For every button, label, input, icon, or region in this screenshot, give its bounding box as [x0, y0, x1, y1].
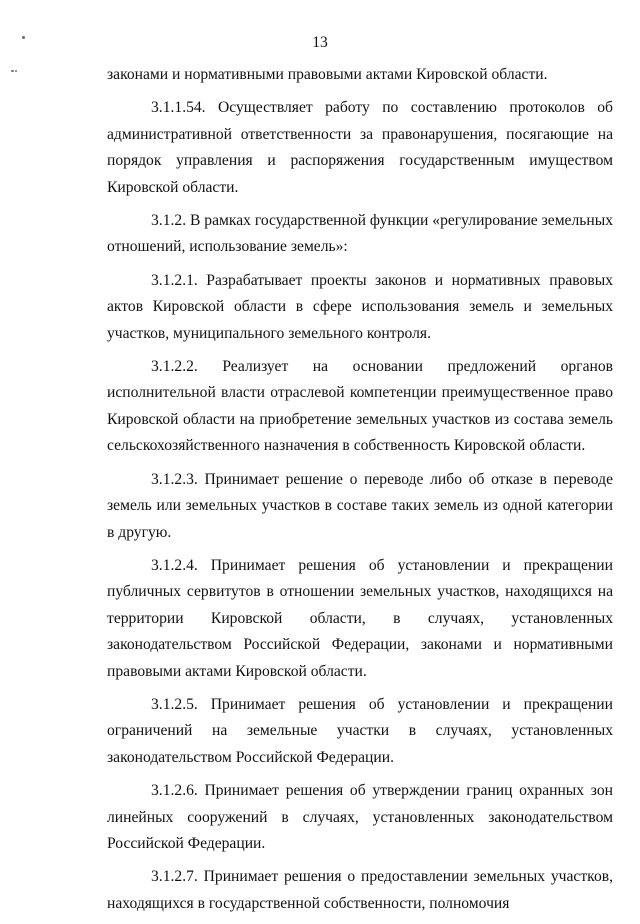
- paragraph: [107, 553, 613, 685]
- paragraph: [107, 268, 613, 347]
- paragraph-text: Принимает решения об установлении и прекращении публичных сервитутов в отношении земельных участков, находящихся на территории Кировской области, в случаях, установленных законодательством Российской Федерации, законами и нормативными правовыми актами Кировской области.: [107, 556, 613, 680]
- paragraph: [107, 62, 613, 88]
- clause-number: 3.1.2.: [151, 212, 187, 230]
- paragraph-text: Принимает решения о предоставлении земельных участков, находящихся в государственной собственности, полномочия: [107, 868, 613, 912]
- paragraph-text: Принимает решения об утверждении границ охранных зон линейных сооружений в случаях, установленных законодательством Российской Федерации.: [107, 782, 613, 852]
- clause-number: 3.1.2.3.: [151, 470, 198, 488]
- page-number: 13: [312, 34, 328, 51]
- paragraph: [107, 354, 613, 460]
- clause-number: 3.1.2.6.: [151, 782, 198, 800]
- paragraph-text: законами и нормативными правовыми актами Кировской области.: [107, 66, 548, 83]
- paragraph: [107, 864, 613, 917]
- clause-number: 3.1.2.4.: [151, 556, 198, 574]
- paragraph-text: Принимает решения об установлении и прекращении ограничений на земельные участки в случаях, установленных законодательством Российской Федерации.: [107, 695, 613, 766]
- paragraph: [107, 778, 613, 857]
- clause-number: 3.1.2.2.: [151, 358, 198, 376]
- paragraph-text: Принимает решение о переводе либо об отказе в переводе земель или земельных участков в составе таких земель из одной категории в другую.: [107, 470, 613, 541]
- paragraph: [107, 208, 613, 261]
- paragraph: [107, 692, 613, 771]
- paragraph-text: Осуществляет работу по составлению протоколов об административной ответственности за правонарушения, посягающие на порядок управления и распоряжения государственным имуществом Кировской области.: [107, 99, 613, 196]
- clause-number: 3.1.2.5.: [151, 695, 198, 713]
- paragraph-text: Разрабатывает проекты законов и нормативных правовых актов Кировской области в сфере использования земель и земельных участков, муниципального земельного контроля.: [107, 271, 613, 342]
- paragraph-text: В рамках государственной функции «регулирование земельных отношений, использование земель»:: [107, 212, 613, 256]
- paragraph: [107, 467, 613, 546]
- document-body: [107, 62, 613, 924]
- clause-number: 3.1.2.1.: [151, 271, 198, 289]
- scan-speck: [15, 70, 17, 72]
- clause-number: 3.1.2.7.: [151, 868, 198, 886]
- paragraph: [107, 95, 613, 201]
- clause-number: 3.1.1.54.: [151, 99, 206, 117]
- scan-speck: [11, 70, 14, 72]
- paragraph-text: Реализует на основании предложений органов исполнительной власти отраслевой компетенции преимущественное право Кировской области на приобретение земельных участков из состава земель сельскохозяйственного назначения в собственность Кировской области.: [107, 358, 613, 455]
